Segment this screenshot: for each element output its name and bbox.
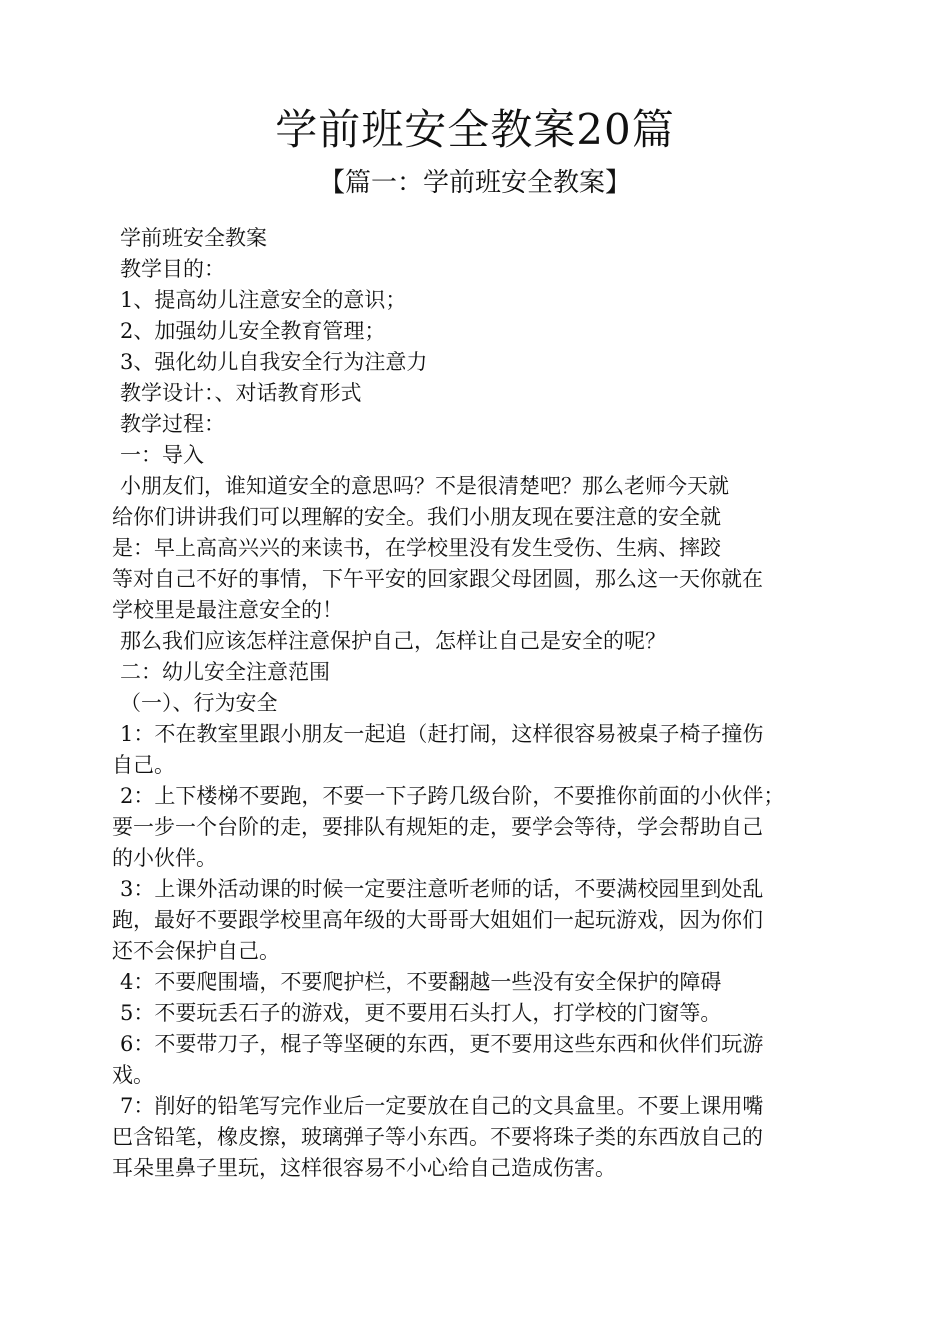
body-line: 4：不要爬围墙，不要爬护栏，不要翻越一些没有安全保护的障碍 [120,970,722,994]
body-line: 要一步一个台阶的走，要排队有规矩的走，要学会等待，学会帮助自己 [112,815,763,839]
body-line: 学前班安全教案 [120,226,267,250]
body-line: 教学过程： [120,412,225,436]
document-body [112,223,852,1184]
body-line: 跑，最好不要跟学校里高年级的大哥哥大姐姐们一起玩游戏，因为你们 [112,908,763,932]
body-line: 是：早上高高兴兴的来读书，在学校里没有发生受伤、生病、摔跤 [112,536,721,560]
body-line: 二：幼儿安全注意范围 [120,660,330,684]
body-line: 学校里是最注意安全的！ [112,598,343,622]
body-line: 那么我们应该怎样注意保护自己，怎样让自己是安全的呢？ [120,629,666,653]
body-line: 7：削好的铅笔写完作业后一定要放在自己的文具盒里。不要上课用嘴 [120,1094,764,1118]
body-line: 2、加强幼儿安全教育管理； [120,319,386,343]
body-line: 教学目的： [120,257,225,281]
body-line: 3、强化幼儿自我安全行为注意力 [120,350,428,374]
body-line: 小朋友们，谁知道安全的意思吗？不是很清楚吧？那么老师今天就 [120,474,729,498]
body-line: 1、提高幼儿注意安全的意识； [120,288,407,312]
body-line: 3：上课外活动课的时候一定要注意听老师的话，不要满校园里到处乱 [120,877,764,901]
body-line: 戏。 [112,1063,154,1087]
body-line: 自己。 [112,753,175,777]
body-line: 等对自己不好的事情，下午平安的回家跟父母团圆，那么这一天你就在 [112,567,763,591]
body-line: 6：不要带刀子，棍子等坚硬的东西，更不要用这些东西和伙伴们玩游 [120,1032,764,1056]
body-line: 的小伙伴。 [112,846,217,870]
body-line: 教学设计：、对话教育形式 [120,381,362,405]
document-title: 学前班安全教案20篇 [275,105,675,154]
body-line: 耳朵里鼻子里玩，这样很容易不小心给自己造成伤害。 [112,1156,616,1180]
body-line: 给你们讲讲我们可以理解的安全。我们小朋友现在要注意的安全就 [112,505,721,529]
body-line: 一：导入 [120,443,204,467]
document-subtitle: 【篇一：学前班安全教案】 [318,168,631,198]
body-line: 1：不在教室里跟小朋友一起追（赶打闹，这样很容易被桌子椅子撞伤 [120,722,764,746]
body-line: 5：不要玩丢石子的游戏，更不要用石头打人，打学校的门窗等。 [120,1001,722,1025]
body-line: 巴含铅笔，橡皮擦，玻璃弹子等小东西。不要将珠子类的东西放自己的 [112,1125,763,1149]
body-line: （一）、行为安全 [120,691,278,715]
body-line: 还不会保护自己。 [112,939,280,963]
body-line: 2：上下楼梯不要跑，不要一下子跨几级台阶，不要推你前面的小伙伴； [120,784,785,808]
